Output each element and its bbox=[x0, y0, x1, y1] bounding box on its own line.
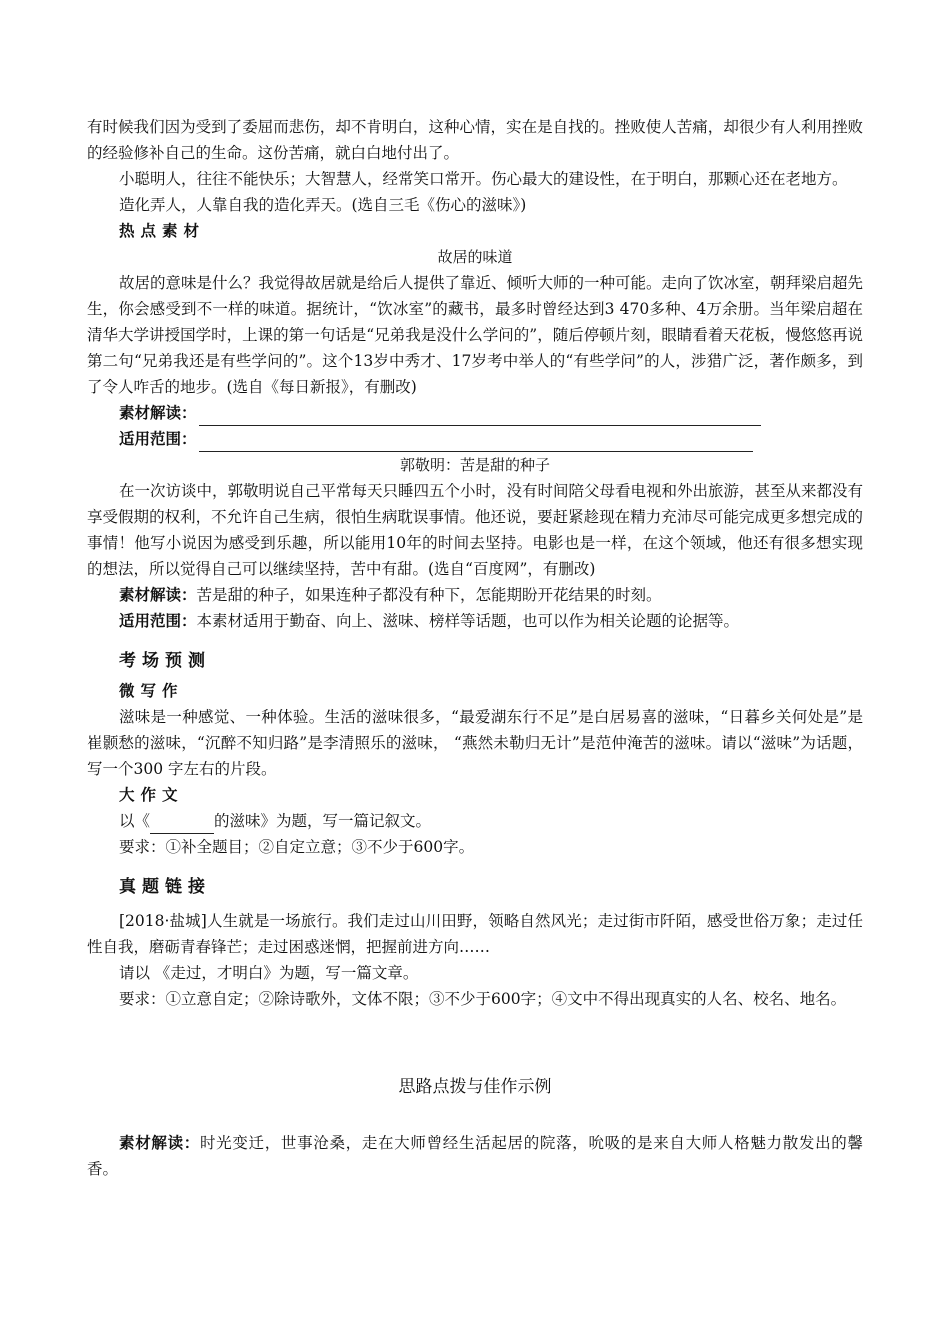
real-exam-heading: 真题链接 bbox=[119, 877, 211, 897]
intro-paragraph-1: 有时候我们因为受到了委屈而悲伤，却不肯明白，这种心情，实在是自找的。挫败使人苦痛，却很少有人利用挫败的经验修补自己的生命。这份苦痛，就白白地付出了。 bbox=[87, 118, 863, 162]
material-2-title: 郭敬明：苦是甜的种子 bbox=[399, 456, 550, 474]
document-page bbox=[87, 114, 863, 1182]
material-1-scope-row bbox=[87, 426, 863, 452]
material-2-interp-text: 苦是甜的种子，如果连种子都没有种下，怎能期盼开花结果的时刻。 bbox=[196, 586, 662, 604]
micro-writing-text: 滋味是一种感觉、一种体验。生活的滋味很多，“最爱湖东行不足”是白居易喜的滋味，“日暮乡关何处是”是崔颢愁的滋味，“沉醉不知归路”是李清照乐的滋味， “燕然未勒归无计”是范仲淹苦的滋味。请以“滋味”为话题，写一个300 字左右的片段。 bbox=[87, 708, 863, 778]
material-1-body: 故居的意味是什么？我觉得故居就是给后人提供了靠近、倾听大师的一种可能。走向了饮冰室，朝拜梁启超先生，你会感受到不一样的味道。据统计，“饮冰室”的藏书，最多时曾经达到3 470多种、4万余册。当年梁启超在清华大学讲授国学时，上课的第一句话是“兄弟我是没什么学问的”，随后停顿片刻，眼睛看着天花板，慢悠悠再说第二句“兄弟我还是有些学问的”。这个13岁中秀才、17岁考中举人的“有些学问”的人，涉猎广泛，著作颇多，到了令人咋舌的地步。(选自《每日新报》，有删改) bbox=[87, 274, 864, 396]
material-1-interp-row bbox=[87, 400, 863, 426]
exam-heading: 考场预测 bbox=[119, 651, 211, 671]
guide-label: 素材解读： bbox=[119, 1134, 200, 1152]
material-2-scope-label: 适用范围： bbox=[119, 612, 197, 630]
guide-paragraph bbox=[87, 1130, 863, 1182]
essay-suffix: 的滋味》为题，写一篇记叙文。 bbox=[214, 812, 432, 830]
material-1-interp-label: 素材解读： bbox=[119, 404, 197, 422]
material-2-scope-text: 本素材适用于勤奋、向上、滋味、榜样等话题，也可以作为相关论题的论据等。 bbox=[196, 612, 740, 630]
real-exam-paragraph-2: 请以 《走过，才明白》为题，写一篇文章。 bbox=[119, 964, 419, 982]
material-1-interp-blank[interactable] bbox=[199, 407, 761, 426]
essay-heading: 大作文 bbox=[119, 786, 184, 804]
material-1-title: 故居的味道 bbox=[437, 248, 513, 266]
material-1-scope-blank[interactable] bbox=[199, 433, 753, 452]
guide-text: 时光变迁，世事沧桑，走在大师曾经生活起居的院落，吮吸的是来自大师人格魅力散发出的馨香。 bbox=[87, 1134, 863, 1178]
essay-prefix: 以《 bbox=[119, 812, 151, 830]
essay-requirements: 要求：①补全题目；②自定立意；③不少于600字。 bbox=[119, 838, 475, 856]
hot-material-heading: 热点素材 bbox=[119, 222, 206, 240]
material-2-scope bbox=[87, 608, 863, 634]
guide-section-title: 思路点拨与佳作示例 bbox=[398, 1077, 552, 1097]
essay-prompt bbox=[87, 808, 863, 834]
intro-paragraph-3: 造化弄人，人靠自我的造化弄天。(选自三毛《伤心的滋味》) bbox=[119, 196, 527, 214]
material-2-interp-label: 素材解读： bbox=[119, 586, 197, 604]
intro-paragraph-2: 小聪明人，往往不能快乐；大智慧人，经常笑口常开。伤心最大的建设性，在于明白，那颗心还在老地方。 bbox=[119, 170, 848, 188]
real-exam-paragraph-3: 要求：①立意自定；②除诗歌外，文体不限；③不少于600字；④文中不得出现真实的人名、校名、地名。 bbox=[119, 990, 847, 1008]
real-exam-paragraph-1: [2018·盐城]人生就是一场旅行。我们走过山川田野，领略自然风光；走过街市阡陌，感受世俗万象；走过任性自我，磨砺青春锋芒；走过困惑迷惘，把握前进方向…… bbox=[87, 912, 863, 956]
material-2-body: 在一次访谈中，郭敬明说自己平常每天只睡四五个小时，没有时间陪父母看电视和外出旅游，甚至从来都没有享受假期的权利，不允许自己生病，很怕生病耽误事情。他还说，要赶紧趁现在精力充沛尽可能完成更多想完成的事情！他写小说因为感受到乐趣，所以能用10年的时间去坚持。电影也是一样，在这个领域，他还有很多想实现的想法，所以觉得自己可以继续坚持，苦中有甜。(选自“百度网”，有删改) bbox=[87, 482, 864, 578]
micro-writing-heading: 微写作 bbox=[119, 682, 184, 700]
essay-title-blank[interactable] bbox=[150, 815, 214, 834]
material-1-scope-label: 适用范围： bbox=[119, 430, 197, 448]
material-2-interp bbox=[87, 582, 863, 608]
